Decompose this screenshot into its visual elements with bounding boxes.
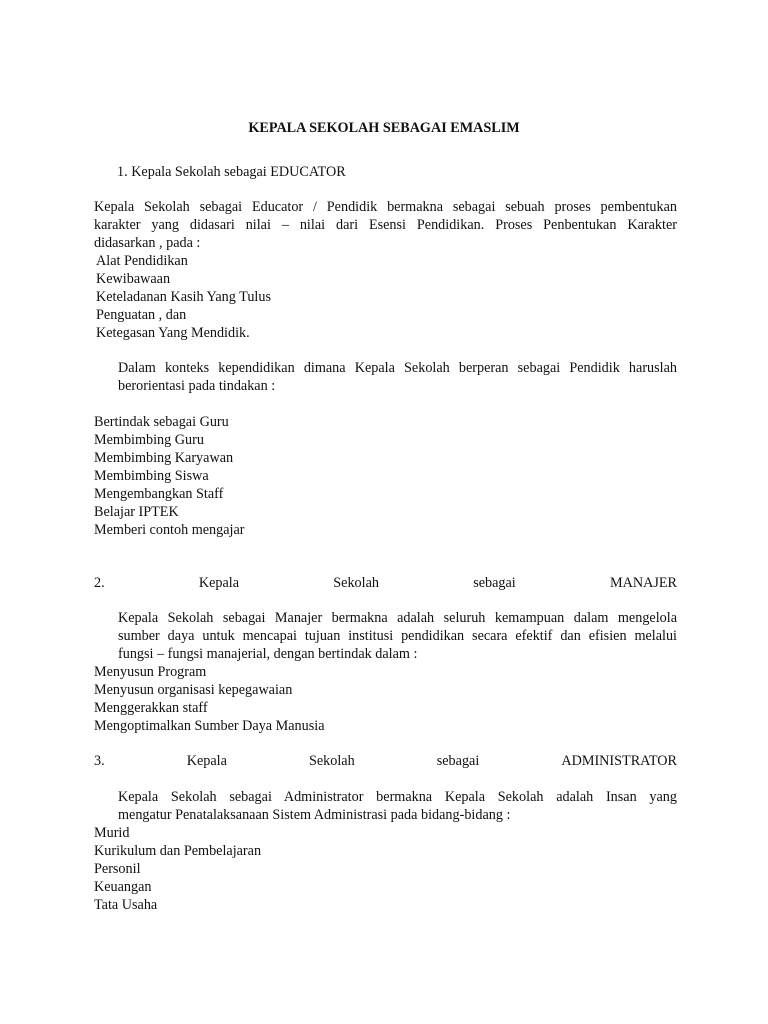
heading-word: sebagai bbox=[436, 753, 480, 769]
list-item: Personil bbox=[94, 861, 141, 877]
list-item: Menyusun organisasi kepegawaian bbox=[94, 682, 293, 698]
list-item: Belajar IPTEK bbox=[94, 504, 179, 520]
document-title: KEPALA SEKOLAH SEBAGAI EMASLIM bbox=[248, 120, 520, 136]
heading-word: ADMINISTRATOR bbox=[561, 753, 677, 769]
section-3-heading bbox=[94, 752, 677, 770]
section-1-paragraph2-line: berorientasi pada tindakan : bbox=[118, 378, 276, 394]
list-item: Membimbing Siswa bbox=[94, 468, 209, 484]
section-3-paragraph-line: Kepala Sekolah sebagai Administrator bermakna Kepala Sekolah adalah Insan yang bbox=[118, 789, 677, 805]
list-item: Menggerakkan staff bbox=[94, 700, 208, 716]
heading-word: Kepala bbox=[186, 753, 227, 769]
heading-word: Sekolah bbox=[333, 575, 379, 591]
list-item: Murid bbox=[94, 825, 130, 841]
list-item: Mengoptimalkan Sumber Daya Manusia bbox=[94, 718, 325, 734]
heading-word: Kepala bbox=[198, 575, 240, 591]
section-3-paragraph-line: mengatur Penatalaksanaan Sistem Administrasi pada bidang-bidang : bbox=[118, 807, 511, 823]
heading-word: MANAJER bbox=[609, 575, 677, 591]
list-item: Keuangan bbox=[94, 879, 152, 895]
list-item: Bertindak sebagai Guru bbox=[94, 414, 229, 430]
list-item: Menyusun Program bbox=[94, 664, 207, 680]
list-item: Ketegasan Yang Mendidik. bbox=[96, 325, 250, 341]
heading-number: 2. bbox=[94, 575, 105, 591]
heading-word: Sekolah bbox=[308, 753, 355, 769]
section-2-paragraph-line: fungsi – fungsi manajerial, dengan bertindak dalam : bbox=[118, 646, 418, 662]
list-item: Keteladanan Kasih Yang Tulus bbox=[96, 289, 271, 305]
list-item: Alat Pendidikan bbox=[96, 253, 188, 269]
section-2-heading bbox=[94, 574, 677, 592]
section-1-paragraph2-line: Dalam konteks kependidikan dimana Kepala Sekolah berperan sebagai Pendidik haruslah bbox=[118, 360, 677, 376]
list-item: Membimbing Karyawan bbox=[94, 450, 234, 466]
section-2-paragraph-line: Kepala Sekolah sebagai Manajer bermakna adalah seluruh kemampuan dalam mengelola bbox=[118, 610, 677, 626]
section-1-paragraph-line: didasarkan , pada : bbox=[94, 235, 201, 251]
heading-word: sebagai bbox=[473, 575, 516, 591]
section-1-heading: 1. Kepala Sekolah sebagai EDUCATOR bbox=[117, 164, 346, 180]
list-item: Kurikulum dan Pembelajaran bbox=[94, 843, 262, 859]
section-2-paragraph-line: sumber daya untuk mencapai tujuan institusi pendidikan secara efektif dan efisien melalui bbox=[118, 628, 677, 644]
heading-number: 3. bbox=[94, 753, 105, 769]
section-1-paragraph-line: karakter yang didasari nilai – nilai dari Esensi Pendidikan. Proses Penbentukan Karakter bbox=[94, 217, 677, 233]
list-item: Membimbing Guru bbox=[94, 432, 204, 448]
list-item: Penguatan , dan bbox=[96, 307, 187, 323]
list-item: Tata Usaha bbox=[94, 897, 158, 913]
list-item: Kewibawaan bbox=[96, 271, 171, 287]
list-item: Mengembangkan Staff bbox=[94, 486, 224, 502]
section-1-paragraph-line: Kepala Sekolah sebagai Educator / Pendidik bermakna sebagai sebuah proses pembentukan bbox=[94, 199, 677, 215]
list-item: Memberi contoh mengajar bbox=[94, 522, 245, 538]
